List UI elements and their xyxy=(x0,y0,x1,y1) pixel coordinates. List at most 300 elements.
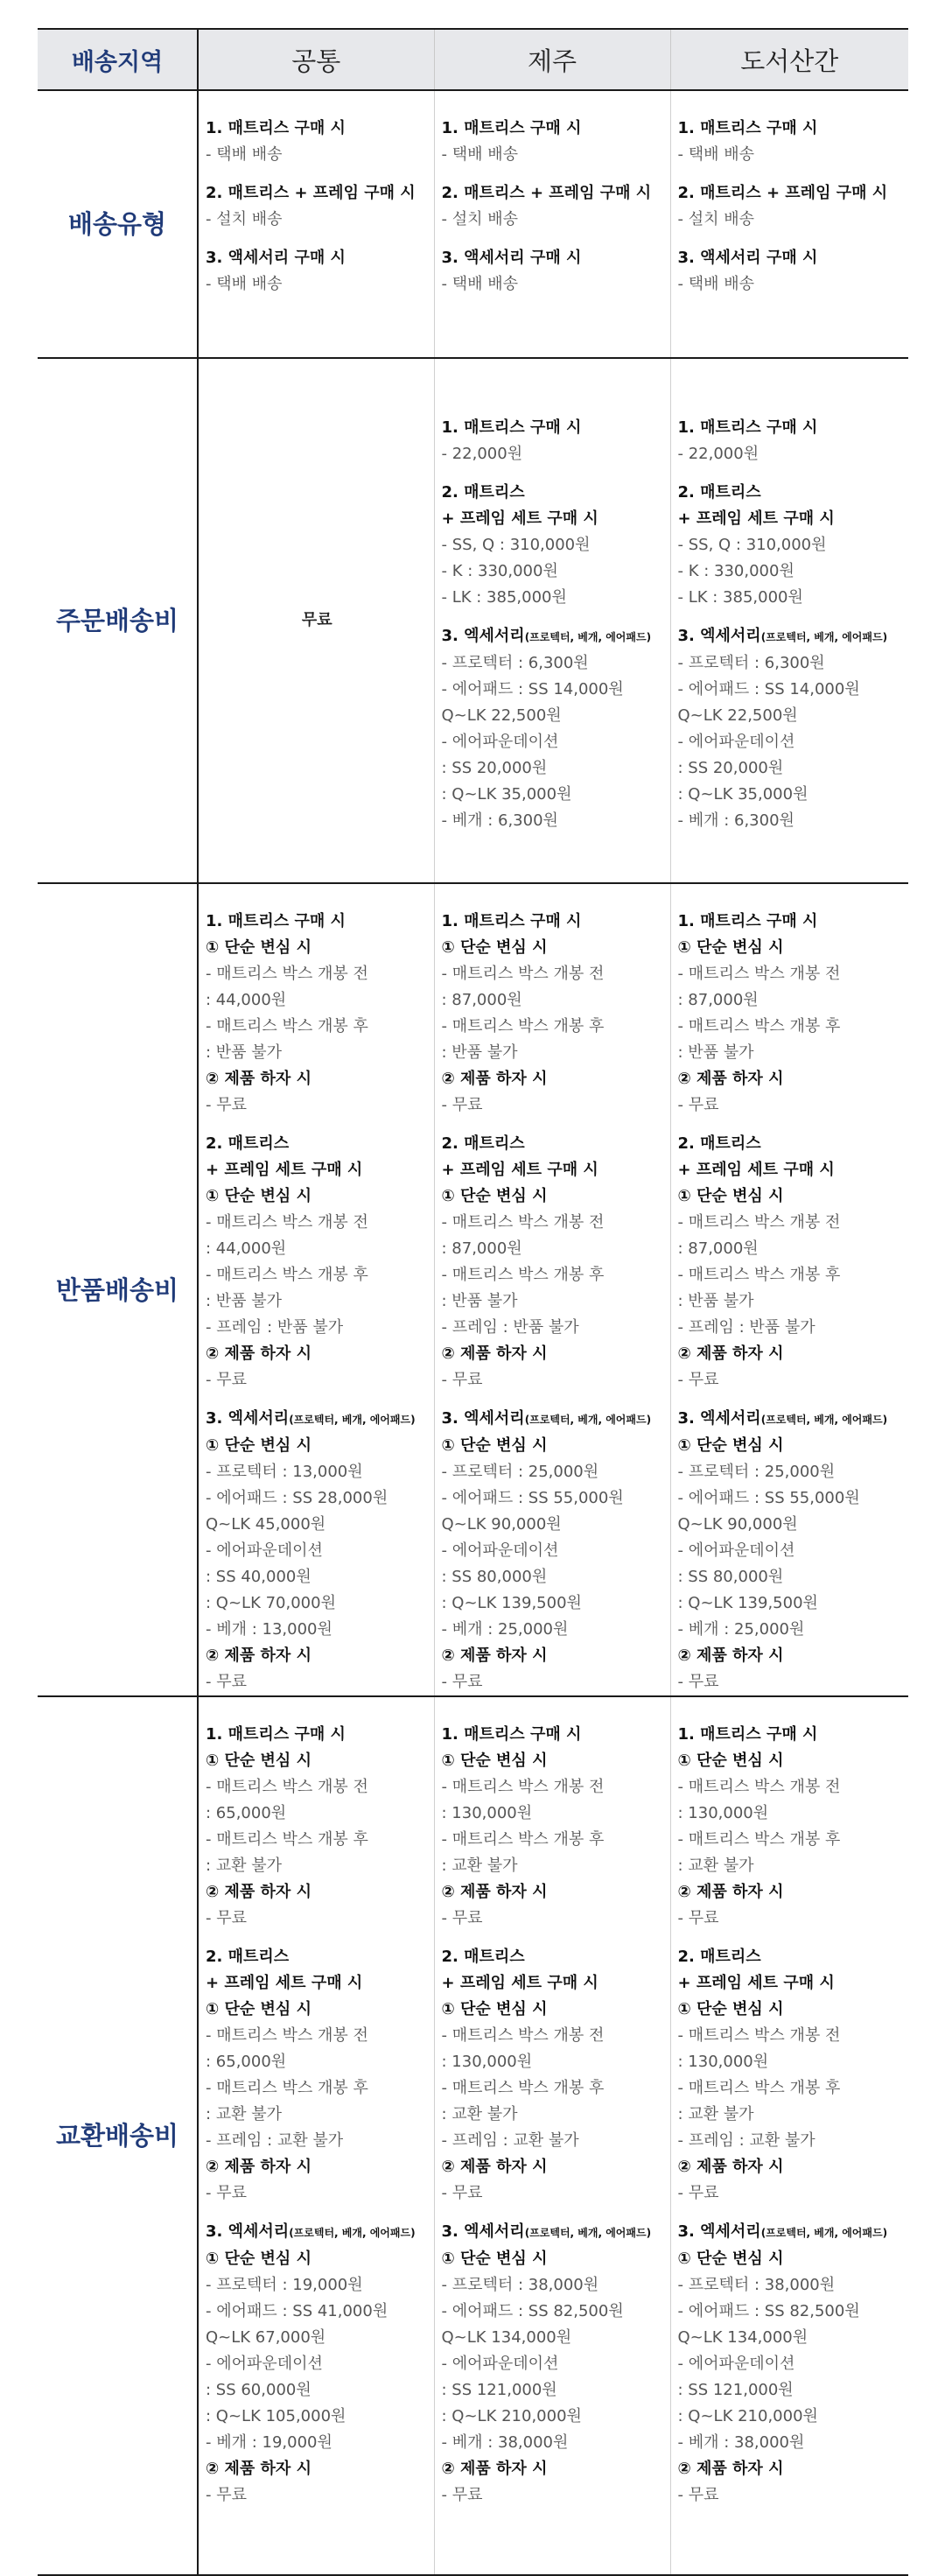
item-detail xyxy=(442,987,665,1014)
item-detail xyxy=(206,2351,429,2377)
item-detail xyxy=(206,1853,429,1879)
item-heading xyxy=(442,1183,665,1210)
spacer xyxy=(678,2207,904,2219)
line-text: : 65,000원 xyxy=(206,1804,287,1822)
item-heading xyxy=(442,1944,665,1970)
line-text: : SS 80,000원 xyxy=(441,1568,548,1586)
line-text: : 교환 불가 xyxy=(441,1857,518,1875)
line-text: - 택배 배송 xyxy=(206,145,283,164)
item-heading xyxy=(678,2456,904,2482)
cell-common xyxy=(198,90,434,358)
item-detail xyxy=(206,2180,429,2207)
item-heading xyxy=(678,1131,904,1157)
line-text: - 에어패드 : SS 82,500원 xyxy=(441,2302,624,2320)
item-detail xyxy=(206,1617,429,1643)
item-heading xyxy=(442,935,665,961)
line-text: : Q~LK 210,000원 xyxy=(677,2407,818,2425)
line-text: - 무료 xyxy=(206,1096,247,1114)
line-text: ① 단순 변심 시 xyxy=(206,2250,312,2268)
line-text: ① 단순 변심 시 xyxy=(677,1436,784,1455)
item-detail xyxy=(678,271,904,298)
item-heading xyxy=(678,245,904,271)
line-text: - 프레임 : 반품 불가 xyxy=(206,1318,344,1337)
line-text: + 프레임 세트 구매 시 xyxy=(206,1974,363,1992)
line-text: 3. 엑세서리 xyxy=(206,1409,290,1428)
line-text: - 매트리스 박스 개봉 후 xyxy=(206,2079,368,2097)
line-text: 3. 엑세서리 xyxy=(677,1409,761,1428)
item-detail xyxy=(678,703,904,729)
item-heading xyxy=(442,180,665,207)
line-text: - 에어패드 : SS 82,500원 xyxy=(677,2302,860,2320)
line-text: - 에어파운데이션 xyxy=(441,2355,559,2373)
item-detail xyxy=(442,2482,665,2509)
line-text: - 무료 xyxy=(677,1673,719,1691)
line-text: - 매트리스 박스 개봉 전 xyxy=(441,1213,605,1232)
line-text: : Q~LK 70,000원 xyxy=(206,1594,336,1612)
line-note: (프로텍터, 베개, 에어패드) xyxy=(760,631,888,643)
line-text: : 교환 불가 xyxy=(677,1857,754,1875)
item-detail xyxy=(678,1617,904,1643)
item-detail xyxy=(678,677,904,703)
cell-jeju xyxy=(434,1696,670,2575)
line-text: 2. 매트리스 xyxy=(206,1134,290,1153)
shipping-fee-table xyxy=(38,28,908,2576)
item-detail xyxy=(678,1288,904,1315)
item-detail xyxy=(678,532,904,558)
line-text: 2. 매트리스 xyxy=(677,1134,761,1153)
item-heading xyxy=(206,180,429,207)
line-text: ② 제품 하자 시 xyxy=(677,2460,784,2478)
item-heading xyxy=(442,909,665,935)
line-text: 3. 엑세서리 xyxy=(206,2222,290,2241)
item-heading xyxy=(442,245,665,271)
line-text: - 매트리스 박스 개봉 후 xyxy=(677,2079,841,2097)
line-text: : 반품 불가 xyxy=(677,1043,754,1062)
item-detail xyxy=(442,2128,665,2154)
item-detail xyxy=(442,1774,665,1800)
line-text: 1. 매트리스 구매 시 xyxy=(677,1725,818,1744)
item-heading xyxy=(442,1341,665,1367)
item-detail xyxy=(206,2377,429,2404)
line-text: - SS, Q : 310,000원 xyxy=(441,536,591,554)
item-detail xyxy=(678,1315,904,1341)
spacer xyxy=(442,1119,665,1131)
line-text: ② 제품 하자 시 xyxy=(206,1070,312,1088)
line-text: 1. 매트리스 구매 시 xyxy=(441,418,582,437)
line-text: - 프로텍터 : 19,000원 xyxy=(206,2276,363,2294)
item-detail xyxy=(442,2404,665,2430)
line-text: : Q~LK 139,500원 xyxy=(677,1594,818,1612)
line-text: ① 단순 변심 시 xyxy=(441,2000,548,2018)
line-text: - 에어파운데이션 xyxy=(677,2355,795,2373)
line-text: - 에어파운데이션 xyxy=(441,733,559,751)
cell-jeju xyxy=(434,883,670,1696)
item-detail xyxy=(442,1590,665,1617)
item-detail xyxy=(206,1512,429,1538)
item-detail xyxy=(442,1459,665,1485)
item-detail xyxy=(206,1827,429,1853)
line-text: - 에어패드 : SS 14,000원 xyxy=(677,680,860,698)
line-text: - 베개 : 19,000원 xyxy=(206,2433,332,2452)
line-text: : SS 40,000원 xyxy=(206,1568,312,1586)
item-detail xyxy=(206,2299,429,2325)
line-text: ① 단순 변심 시 xyxy=(677,2250,784,2268)
item-detail xyxy=(678,207,904,233)
item-detail xyxy=(442,1512,665,1538)
line-text: ② 제품 하자 시 xyxy=(441,1344,548,1363)
line-text: - 매트리스 박스 개봉 후 xyxy=(441,1830,605,1849)
item-detail xyxy=(442,1210,665,1236)
item-detail xyxy=(442,755,665,782)
cell-common xyxy=(198,358,434,883)
line-text: : 87,000원 xyxy=(677,991,759,1009)
item-heading xyxy=(206,1183,429,1210)
item-detail xyxy=(678,558,904,585)
line-text: - 무료 xyxy=(206,1371,247,1389)
item-detail xyxy=(442,1236,665,1262)
line-text: - 프로텍터 : 13,000원 xyxy=(206,1463,363,1481)
exchange-shipping-row xyxy=(38,1696,908,2575)
line-text: - 프로텍터 : 38,000원 xyxy=(441,2276,599,2294)
item-heading xyxy=(442,2456,665,2482)
item-heading xyxy=(442,1406,665,1433)
line-text: : 130,000원 xyxy=(441,2053,533,2071)
item-detail xyxy=(442,585,665,611)
item-detail xyxy=(206,1485,429,1512)
line-text: - 무료 xyxy=(677,2486,719,2504)
item-heading xyxy=(206,1066,429,1092)
item-heading xyxy=(678,1997,904,2023)
line-text: 3. 엑세서리 xyxy=(441,2222,525,2241)
item-detail xyxy=(206,2482,429,2509)
item-heading xyxy=(678,1944,904,1970)
line-text: ① 단순 변심 시 xyxy=(206,1436,312,1455)
line-text: 1. 매트리스 구매 시 xyxy=(441,1725,582,1744)
line-note: (프로텍터, 베개, 에어패드) xyxy=(524,631,652,643)
item-detail xyxy=(442,142,665,168)
line-text: : 교환 불가 xyxy=(206,2105,283,2123)
line-text: : 65,000원 xyxy=(206,2053,287,2071)
item-detail xyxy=(678,1014,904,1040)
item-detail xyxy=(442,2023,665,2049)
line-note: (프로텍터, 베개, 에어패드) xyxy=(524,2227,652,2239)
line-text: : Q~LK 35,000원 xyxy=(441,785,572,804)
line-text: - 무료 xyxy=(677,1096,719,1114)
item-heading xyxy=(678,1341,904,1367)
line-text: - 매트리스 박스 개봉 후 xyxy=(677,1830,841,1849)
item-heading xyxy=(678,116,904,142)
line-text: ② 제품 하자 시 xyxy=(206,1344,312,1363)
item-heading xyxy=(206,245,429,271)
line-text: - 매트리스 박스 개봉 후 xyxy=(206,1266,368,1284)
item-detail xyxy=(442,1262,665,1288)
line-text: - 베개 : 6,300원 xyxy=(441,811,558,830)
item-heading xyxy=(206,1722,429,1748)
item-heading xyxy=(442,1997,665,2023)
item-detail xyxy=(206,2404,429,2430)
line-text: 1. 매트리스 구매 시 xyxy=(677,119,818,137)
line-text: - 매트리스 박스 개봉 전 xyxy=(206,1778,368,1796)
item-detail xyxy=(678,1827,904,1853)
line-text: - 매트리스 박스 개봉 후 xyxy=(677,1266,841,1284)
line-text: - 무료 xyxy=(206,1909,247,1927)
item-detail xyxy=(678,1210,904,1236)
spacer xyxy=(206,1932,429,1944)
line-text: - 매트리스 박스 개봉 전 xyxy=(441,965,605,983)
line-text: - 프레임 : 교환 불가 xyxy=(441,2131,579,2150)
spacer xyxy=(442,1393,665,1406)
header-jeju: 제주 xyxy=(434,29,670,90)
line-text: Q~LK 90,000원 xyxy=(441,1515,562,1534)
line-text: + 프레임 세트 구매 시 xyxy=(441,1974,598,1992)
item-heading xyxy=(678,1722,904,1748)
item-detail xyxy=(678,2128,904,2154)
spacer xyxy=(678,467,904,480)
item-heading xyxy=(678,1433,904,1459)
line-text: - 무료 xyxy=(441,1909,483,1927)
line-text: + 프레임 세트 구매 시 xyxy=(441,1161,598,1179)
item-detail xyxy=(206,987,429,1014)
line-text: 2. 매트리스 xyxy=(677,1948,761,1966)
line-text: - 프로텍터 : 25,000원 xyxy=(677,1463,836,1481)
item-detail xyxy=(442,703,665,729)
item-heading xyxy=(442,623,665,650)
line-text: - 무료 xyxy=(677,2184,719,2202)
item-detail xyxy=(206,1236,429,1262)
item-detail xyxy=(678,729,904,755)
spacer xyxy=(678,233,904,245)
line-text: ① 단순 변심 시 xyxy=(441,2250,548,2268)
spacer xyxy=(442,168,665,180)
cell-text: 무료 xyxy=(301,611,332,629)
line-text: + 프레임 세트 구매 시 xyxy=(677,1974,835,1992)
line-text: - 22,000원 xyxy=(441,445,523,463)
line-text: : 반품 불가 xyxy=(206,1292,283,1310)
line-note: (프로텍터, 베개, 에어패드) xyxy=(760,2227,888,2239)
line-text: - 무료 xyxy=(441,1673,483,1691)
item-detail xyxy=(442,1367,665,1393)
line-text: - 매트리스 박스 개봉 후 xyxy=(206,1830,368,1849)
spacer xyxy=(678,1119,904,1131)
line-text: ① 단순 변심 시 xyxy=(441,1436,548,1455)
line-note: (프로텍터, 베개, 에어패드) xyxy=(760,1414,888,1426)
row-label: 주문배송비 xyxy=(38,358,198,883)
line-text: + 프레임 세트 구매 시 xyxy=(206,1161,363,1179)
line-text: 3. 엑세서리 xyxy=(441,1409,525,1428)
item-detail xyxy=(678,1236,904,1262)
line-text: - 에어파운데이션 xyxy=(677,1541,795,1560)
line-text: - 무료 xyxy=(441,2184,483,2202)
item-detail xyxy=(206,2325,429,2351)
item-detail xyxy=(442,2180,665,2207)
line-text: - 설치 배송 xyxy=(206,210,283,228)
line-text: - 매트리스 박스 개봉 전 xyxy=(677,1213,841,1232)
spacer xyxy=(678,1932,904,1944)
item-heading xyxy=(206,1643,429,1669)
line-text: 2. 매트리스 xyxy=(677,483,761,502)
item-detail xyxy=(442,1617,665,1643)
item-detail xyxy=(206,1040,429,1066)
item-heading xyxy=(678,1970,904,1997)
line-text: 2. 매트리스 xyxy=(206,1948,290,1966)
item-detail xyxy=(678,1485,904,1512)
line-text: - SS, Q : 310,000원 xyxy=(677,536,827,554)
line-text: Q~LK 22,500원 xyxy=(441,706,562,725)
cell-islands xyxy=(670,1696,908,2575)
line-text: ① 단순 변심 시 xyxy=(677,1751,784,1770)
line-text: : SS 80,000원 xyxy=(677,1568,784,1586)
spacer xyxy=(442,467,665,480)
item-detail xyxy=(678,1906,904,1932)
line-text: - 프로텍터 : 25,000원 xyxy=(441,1463,599,1481)
table-header-row xyxy=(38,29,908,90)
line-text: - 매트리스 박스 개봉 전 xyxy=(677,2026,841,2045)
item-heading xyxy=(442,1879,665,1906)
cell-islands xyxy=(670,883,908,1696)
line-text: : SS 20,000원 xyxy=(677,759,784,777)
item-heading xyxy=(442,1066,665,1092)
cell-common xyxy=(198,883,434,1696)
line-text: 2. 매트리스 + 프레임 구매 시 xyxy=(441,184,652,202)
item-heading xyxy=(206,1944,429,1970)
item-detail xyxy=(442,677,665,703)
item-detail xyxy=(678,1774,904,1800)
item-detail xyxy=(206,1367,429,1393)
line-text: - 무료 xyxy=(206,2486,247,2504)
item-heading xyxy=(442,2246,665,2272)
line-text: - 택배 배송 xyxy=(441,275,518,293)
item-detail xyxy=(206,2075,429,2102)
line-text: - 베개 : 25,000원 xyxy=(677,1620,805,1639)
item-heading xyxy=(678,623,904,650)
line-text: ② 제품 하자 시 xyxy=(441,2158,548,2176)
item-detail xyxy=(678,782,904,808)
item-detail xyxy=(206,271,429,298)
line-text: - 택배 배송 xyxy=(677,275,754,293)
row-label: 교환배송비 xyxy=(38,1696,198,2575)
line-text: ① 단순 변심 시 xyxy=(441,1751,548,1770)
line-text: ② 제품 하자 시 xyxy=(441,1883,548,1901)
cell-common xyxy=(198,1696,434,2575)
line-text: - 매트리스 박스 개봉 전 xyxy=(441,1778,605,1796)
line-text: + 프레임 세트 구매 시 xyxy=(677,509,835,528)
line-text: ② 제품 하자 시 xyxy=(677,1070,784,1088)
item-detail xyxy=(678,808,904,834)
line-text: - 매트리스 박스 개봉 전 xyxy=(206,965,368,983)
item-detail xyxy=(678,142,904,168)
delivery-type-row xyxy=(38,90,908,358)
item-heading xyxy=(206,116,429,142)
item-detail xyxy=(442,1014,665,1040)
item-detail xyxy=(442,2075,665,2102)
order-shipping-row xyxy=(38,358,908,883)
item-heading xyxy=(206,935,429,961)
item-detail xyxy=(678,2023,904,2049)
item-heading xyxy=(206,2219,429,2246)
item-heading xyxy=(442,1722,665,1748)
line-text: 1. 매트리스 구매 시 xyxy=(441,912,582,930)
item-heading xyxy=(442,1433,665,1459)
line-text: - 무료 xyxy=(677,1909,719,1927)
item-heading xyxy=(206,1997,429,2023)
item-detail xyxy=(206,1906,429,1932)
item-detail xyxy=(442,961,665,987)
line-text: ② 제품 하자 시 xyxy=(206,1646,312,1665)
item-detail xyxy=(678,1564,904,1590)
line-text: ② 제품 하자 시 xyxy=(206,2460,312,2478)
line-text: - 무료 xyxy=(441,1096,483,1114)
item-detail xyxy=(442,782,665,808)
line-text: - 에어파운데이션 xyxy=(441,1541,559,1560)
item-detail xyxy=(442,1853,665,1879)
line-text: 3. 액세서리 구매 시 xyxy=(206,249,346,267)
header-region: 배송지역 xyxy=(38,29,198,90)
item-detail xyxy=(206,1459,429,1485)
item-detail xyxy=(442,1538,665,1564)
item-heading xyxy=(678,1879,904,1906)
item-detail xyxy=(678,961,904,987)
item-detail xyxy=(678,1853,904,1879)
item-heading xyxy=(442,506,665,532)
line-text: - 프레임 : 반품 불가 xyxy=(677,1318,816,1337)
item-detail xyxy=(442,2430,665,2456)
spacer xyxy=(442,233,665,245)
item-detail xyxy=(678,987,904,1014)
line-text: - 택배 배송 xyxy=(441,145,518,164)
line-text: : 교환 불가 xyxy=(441,2105,518,2123)
item-detail xyxy=(678,1459,904,1485)
line-text: : Q~LK 210,000원 xyxy=(441,2407,582,2425)
line-text: - 매트리스 박스 개봉 전 xyxy=(206,2026,368,2045)
item-heading xyxy=(206,2456,429,2482)
line-text: : SS 20,000원 xyxy=(441,759,548,777)
line-text: - 무료 xyxy=(441,1371,483,1389)
item-heading xyxy=(442,2154,665,2180)
line-text: : 44,000원 xyxy=(206,991,287,1009)
item-detail xyxy=(206,1315,429,1341)
item-detail xyxy=(442,1092,665,1119)
line-text: - 베개 : 38,000원 xyxy=(677,2433,805,2452)
line-text: 3. 엑세서리 xyxy=(441,627,525,645)
line-text: - 무료 xyxy=(441,2486,483,2504)
item-heading xyxy=(442,1643,665,1669)
item-detail xyxy=(678,2272,904,2299)
item-detail xyxy=(442,207,665,233)
item-detail xyxy=(206,1262,429,1288)
line-text: : SS 121,000원 xyxy=(677,2381,794,2399)
line-text: - 설치 배송 xyxy=(441,210,518,228)
line-text: - 매트리스 박스 개봉 전 xyxy=(206,1213,368,1232)
line-text: 3. 액세서리 구매 시 xyxy=(441,249,582,267)
item-heading xyxy=(678,1066,904,1092)
item-heading xyxy=(206,1341,429,1367)
line-note: (프로텍터, 베개, 에어패드) xyxy=(524,1414,652,1426)
item-detail xyxy=(206,2023,429,2049)
line-text: - 프레임 : 교환 불가 xyxy=(677,2131,816,2150)
item-heading xyxy=(206,1748,429,1774)
item-detail xyxy=(206,1800,429,1827)
cell-islands xyxy=(670,90,908,358)
line-text: + 프레임 세트 구매 시 xyxy=(677,1161,835,1179)
return-shipping-row xyxy=(38,883,908,1696)
line-text: 2. 매트리스 xyxy=(441,1134,525,1153)
line-text: ② 제품 하자 시 xyxy=(677,1646,784,1665)
line-text: ② 제품 하자 시 xyxy=(206,2158,312,2176)
item-detail xyxy=(206,1669,429,1695)
line-text: - 프로텍터 : 38,000원 xyxy=(677,2276,836,2294)
item-heading xyxy=(678,180,904,207)
line-text: 1. 매트리스 구매 시 xyxy=(677,912,818,930)
